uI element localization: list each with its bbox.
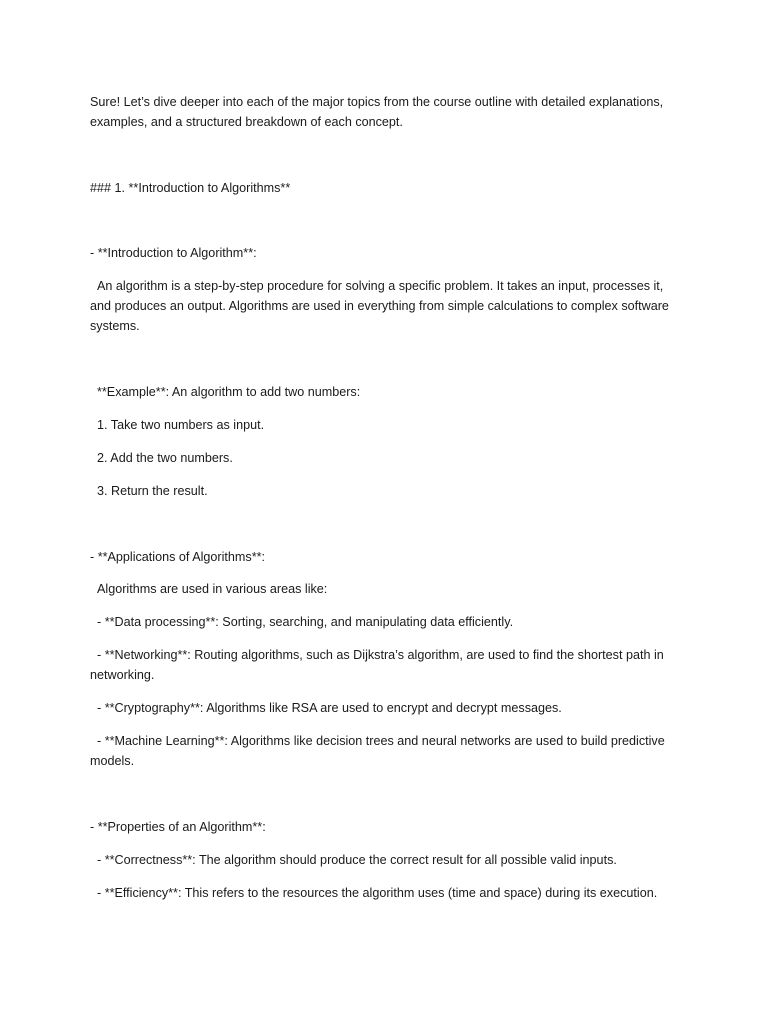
application-cryptography: - **Cryptography**: Algorithms like RSA are used to encrypt and decrypt messages. xyxy=(90,701,562,715)
application-networking: - **Networking**: Routing algorithms, such as Dijkstra’s algorithm, are used to find the shortest path in networking. xyxy=(90,648,668,682)
example-step-2: 2. Add the two numbers. xyxy=(90,451,233,465)
property-efficiency: - **Efficiency**: This refers to the resources the algorithm uses (time and space) during its execution. xyxy=(90,886,658,900)
section-heading: ### 1. **Introduction to Algorithms** xyxy=(90,181,291,195)
example-heading: **Example**: An algorithm to add two numbers: xyxy=(90,385,361,399)
bullet-properties-of-an-algorithm: - **Properties of an Algorithm**: xyxy=(90,820,266,834)
applications-intro: Algorithms are used in various areas like: xyxy=(90,582,328,596)
example-step-3: 3. Return the result. xyxy=(90,484,208,498)
bullet-introduction-to-algorithm: - **Introduction to Algorithm**: xyxy=(90,246,257,260)
bullet-applications-of-algorithms: - **Applications of Algorithms**: xyxy=(90,550,265,564)
property-correctness: - **Correctness**: The algorithm should produce the correct result for all possible valid inputs. xyxy=(90,853,617,867)
example-step-1: 1. Take two numbers as input. xyxy=(90,418,265,432)
application-machine-learning: - **Machine Learning**: Algorithms like decision trees and neural networks are used to build predictive models. xyxy=(90,734,669,768)
intro-paragraph: Sure! Let’s dive deeper into each of the major topics from the course outline with detailed explanations, examples, and a structured breakdown of each concept. xyxy=(90,95,667,129)
algorithm-definition-paragraph: An algorithm is a step-by-step procedure for solving a specific problem. It takes an input, processes it, and produces an output. Algorithms are used in everything from simple calculations to complex software systems. xyxy=(90,279,673,333)
application-data-processing: - **Data processing**: Sorting, searching, and manipulating data efficiently. xyxy=(90,615,514,629)
